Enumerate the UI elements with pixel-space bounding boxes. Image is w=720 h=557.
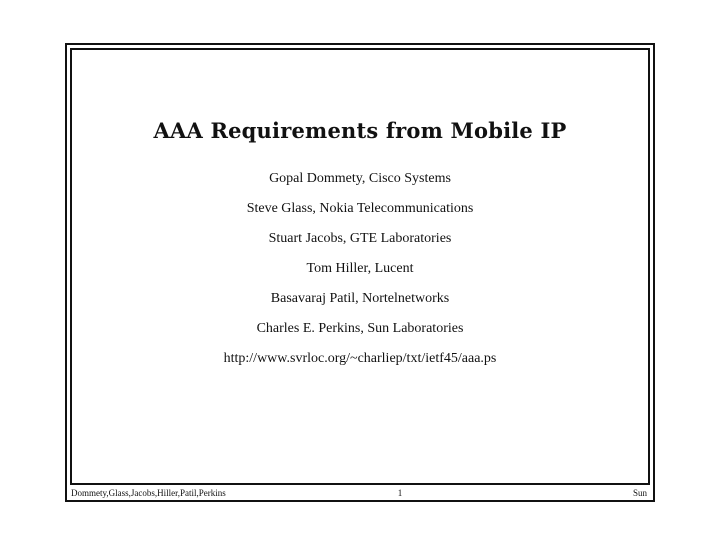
author-list bbox=[72, 169, 648, 379]
author-line: Basavaraj Patil, Nortelnetworks bbox=[270, 291, 450, 306]
slide-frame bbox=[65, 43, 655, 502]
slide-title: AAA Requirements from Mobile IP bbox=[153, 118, 567, 143]
slide-footer bbox=[69, 487, 651, 499]
author-line: Gopal Dommety, Cisco Systems bbox=[269, 171, 451, 186]
author-line: Charles E. Perkins, Sun Laboratories bbox=[256, 321, 464, 336]
author-line: Tom Hiller, Lucent bbox=[306, 261, 414, 276]
slide-content-area bbox=[70, 48, 650, 485]
footer-authors: Dommety,Glass,Jacobs,Hiller,Patil,Perkins bbox=[71, 488, 226, 498]
footer-page-number: 1 bbox=[397, 488, 403, 498]
url-line[interactable]: http://www.svrloc.org/~charliep/txt/ietf45/aaa.ps bbox=[223, 351, 497, 366]
author-line: Steve Glass, Nokia Telecommunications bbox=[246, 201, 474, 216]
footer-affiliation: Sun bbox=[632, 488, 647, 498]
author-line: Stuart Jacobs, GTE Laboratories bbox=[268, 231, 452, 246]
